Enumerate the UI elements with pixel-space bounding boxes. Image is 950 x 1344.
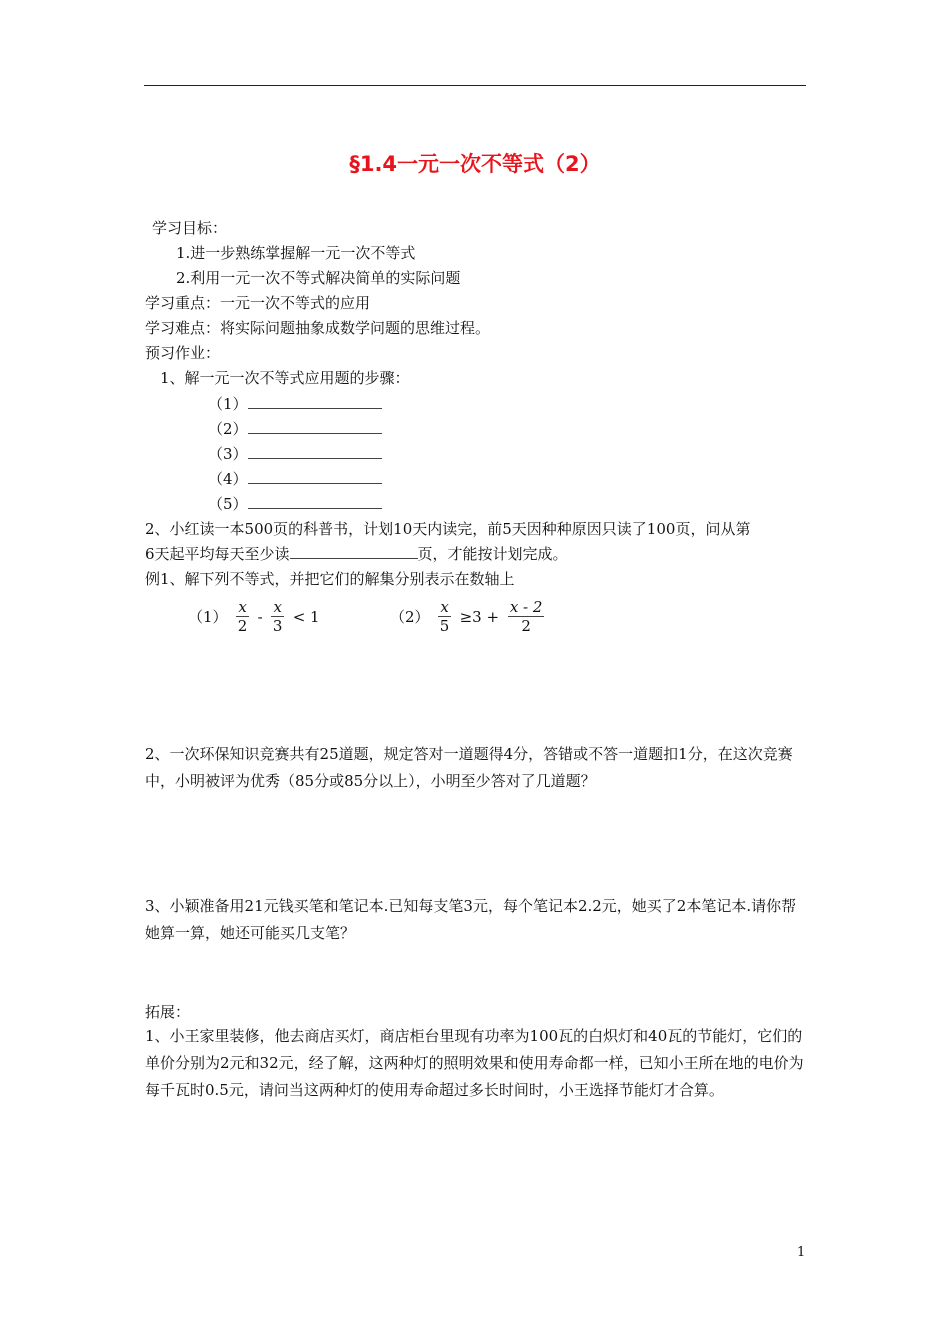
operator: ≥3 + [459,607,500,626]
preview-question-2-line-1: 2、小红读一本500页的科普书，计划10天内读完，前5天因种种原因只读了100页，问从第 [145,520,751,538]
numerator: x [273,598,282,616]
denominator: 2 [237,617,248,635]
denominator: 5 [439,617,450,635]
denominator: 3 [272,617,283,635]
answer-blank[interactable] [248,394,382,409]
step-line [208,419,382,439]
preview-question-2-line-2 [145,544,568,564]
focus-text: 学习重点：一元一次不等式的应用 [145,294,371,312]
step-line [208,394,382,414]
denominator: 2 [521,617,531,635]
step-label: （1） [208,395,248,413]
part-label: （2） [390,607,430,626]
step-line [208,444,382,464]
preview-label: 预习作业： [145,344,221,362]
fraction [438,598,450,635]
answer-blank[interactable] [290,544,418,559]
question-text: 页，才能按计划完成。 [417,545,568,563]
preview-question-1: 1、解一元一次不等式应用题的步骤： [160,369,410,387]
step-label: （5） [208,495,248,513]
operator: < 1 [292,607,320,626]
objectives-label: 学习目标： [152,219,228,237]
step-label: （4） [208,470,248,488]
answer-blank[interactable] [248,419,382,434]
objective-item-2: 2.利用一元一次不等式解决简单的实际问题 [176,269,461,287]
fraction [508,598,545,635]
answer-blank[interactable] [248,469,382,484]
problem-2: 2、一次环保知识竞赛共有25道题，规定答对一道题得4分，答错或不答一道题扣1分，在这次竞赛中，小明被评为优秀（85分或85分以上），小明至少答对了几道题？ [145,745,793,790]
step-line [208,494,382,514]
page-number: 1 [797,1245,806,1260]
page-title: §1.4一元一次不等式（2） [349,152,601,176]
numerator: x [440,598,449,616]
extension-label: 拓展： [145,1003,191,1021]
inequality-1 [186,598,322,642]
example-heading: 例1、解下列不等式，并把它们的解集分别表示在数轴上 [145,570,515,588]
answer-blank[interactable] [248,494,382,509]
step-label: （3） [208,445,248,463]
objective-item-1: 1.进一步熟练掌握解一元一次不等式 [176,244,416,262]
step-label: （2） [208,420,248,438]
inequality-2 [388,598,546,642]
step-line [208,469,382,489]
header-rule [144,85,806,86]
answer-blank[interactable] [248,444,382,459]
question-text: 6天起平均每天至少读 [145,545,290,563]
difficulty-text: 学习难点：将实际问题抽象成数学问题的思维过程。 [145,319,491,337]
problem-3: 3、小颖准备用21元钱买笔和笔记本.已知每支笔3元，每个笔记本2.2元，她买了2本笔记本.请你帮她算一算，她还可能买几支笔？ [145,897,797,942]
operator: - [257,607,263,626]
fraction [236,598,248,635]
numerator: x - 2 [509,598,543,616]
extension-problem-1: 1、小王家里装修，他去商店买灯，商店柜台里现有功率为100瓦的白炽灯和40瓦的节能灯，它们的单价分别为2元和32元，经了解，这两种灯的照明效果和使用寿命都一样，已知小王所在地的电价为每千瓦时0.5元，请问当这两种灯的使用寿命超过多长时间时，小王选择节能灯才合算。 [145,1027,804,1099]
fraction [271,598,283,635]
part-label: （1） [188,607,228,626]
numerator: x [238,598,247,616]
